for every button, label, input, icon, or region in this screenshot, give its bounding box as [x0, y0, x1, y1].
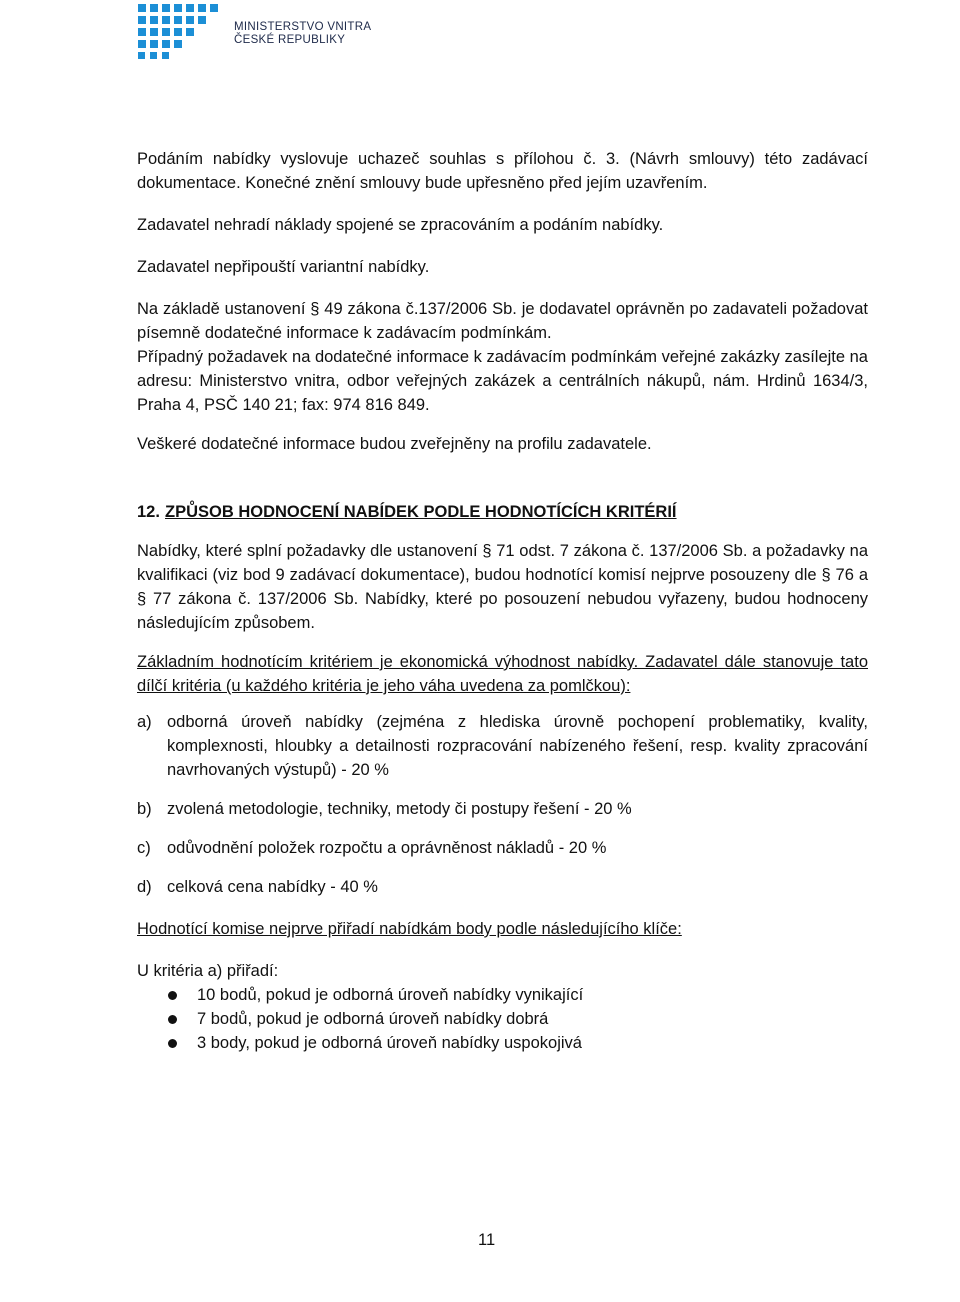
bullet-icon — [168, 1015, 177, 1024]
logo-text — [234, 21, 371, 47]
paragraph-additional-info-address: Případný požadavek na dodatečné informace k zadávacím podmínkám veřejné zakázky zasílejte na adresu: Ministerstvo vnitra, odbor veřejných zakázek a centrálních nákupů, nám. Hrdinů 1634/3, Praha 4, PSČ 140 21; fax: 974 816 849. — [137, 348, 868, 414]
paragraph-key-intro: Hodnotící komise nejprve přiřadí nabídkám body podle následujícího klíče: — [137, 920, 682, 938]
criterion-marker: d) — [137, 878, 152, 896]
points-text: 7 bodů, pokud je odborná úroveň nabídky dobrá — [197, 1010, 549, 1028]
criterion-item — [137, 710, 868, 782]
points-text: 3 body, pokud je odborná úroveň nabídky uspokojivá — [197, 1034, 582, 1052]
criterion-text: odborná úroveň nabídky (zejména z hlediska úrovně pochopení problematiky, kvality, komplexnosti, hloubky a detailnosti rozpracování nabízeného řešení, resp. kvality zpracování navrhovaných výstupů) - 20 % — [167, 713, 868, 779]
logo-line-2: ČESKÉ REPUBLIKY — [234, 34, 346, 46]
criterion-a-label: U kritéria a) přiřadí: — [137, 962, 279, 980]
criterion-marker: a) — [137, 713, 152, 731]
criterion-marker: b) — [137, 800, 152, 818]
criterion-text: odůvodnění položek rozpočtu a oprávněnost nákladů - 20 % — [167, 839, 607, 857]
bullet-icon — [168, 1039, 177, 1048]
criterion-item — [137, 797, 868, 821]
criterion-marker: c) — [137, 839, 151, 857]
section-number: 12. — [137, 503, 160, 521]
paragraph-additional-info-right: Na základě ustanovení § 49 zákona č.137/2006 Sb. je dodavatel oprávněn po zadavateli požadovat písemně dodatečné informace k zadávacím podmínkám. — [137, 300, 868, 342]
points-text: 10 bodů, pokud je odborná úroveň nabídky vynikající — [197, 986, 584, 1004]
points-list — [137, 983, 868, 1055]
document-body — [137, 147, 868, 1055]
paragraph-contract-consent: Podáním nabídky vyslovuje uchazeč souhlas s přílohou č. 3. (Návrh smlouvy) této zadávací dokumentace. Konečné znění smlouvy bude upřesněno před jejím uzavřením. — [137, 150, 868, 192]
list-item — [137, 1031, 868, 1055]
criterion-text: celková cena nabídky - 40 % — [167, 878, 378, 896]
ministry-logo — [136, 2, 376, 60]
criterion-text: zvolená metodologie, techniky, metody či postupy řešení - 20 % — [167, 800, 632, 818]
criterion-item — [137, 875, 868, 899]
page-number: 11 — [478, 1231, 496, 1249]
logo-dots-icon — [136, 2, 226, 60]
paragraph-evaluation-intro: Nabídky, které splní požadavky dle ustanovení § 71 odst. 7 zákona č. 137/2006 Sb. a požadavky na kvalifikaci (viz bod 9 zadávací dokumentace), budou hodnotící komisí nejprve posouzeny dle § 76 a § 77 zákona č. 137/2006 Sb. Nabídky, které po posouzení nebudou vyřazeny, budou hodnoceny následujícím způsobem. — [137, 542, 868, 632]
criterion-item — [137, 836, 868, 860]
paragraph-criteria-intro: Základním hodnotícím kritériem je ekonomická výhodnost nabídky. Zadavatel dále stanovuje tato dílčí kritéria (u každého kritéria je jeho váha uvedena za pomlčkou): — [137, 653, 868, 695]
bullet-icon — [168, 991, 177, 1000]
section-title: ZPŮSOB HODNOCENÍ NABÍDEK PODLE HODNOTÍCÍCH KRITÉRIÍ — [165, 503, 677, 521]
paragraph-publication: Veškeré dodatečné informace budou zveřejněny na profilu zadavatele. — [137, 435, 652, 453]
list-item — [137, 983, 868, 1007]
section-heading — [137, 500, 868, 524]
paragraph-variants: Zadavatel nepřipouští variantní nabídky. — [137, 258, 430, 276]
paragraph-costs: Zadavatel nehradí náklady spojené se zpracováním a podáním nabídky. — [137, 216, 664, 234]
list-item — [137, 1007, 868, 1031]
logo-line-1: MINISTERSTVO VNITRA — [234, 21, 372, 33]
